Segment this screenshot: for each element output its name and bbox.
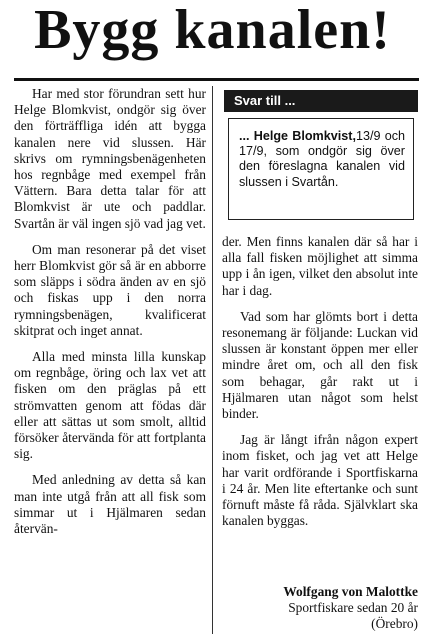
reply-box — [228, 118, 414, 220]
headline-rule — [14, 78, 419, 81]
paragraph: der. Men finns kanalen där så har i alla fall fisken möjlighet att simma upp i ån igen, vilket den absolut inte har i dag. — [222, 234, 418, 298]
signature-name: Wolfgang von Malottke — [283, 584, 418, 599]
article-column-left — [14, 86, 206, 547]
signature — [222, 584, 418, 632]
paragraph: Alla med minsta lilla kunskap om regnbåge, öring och lax vet att fisken om den präglas på ett strömvatten genom att födas där eller att sättas ut som smolt, alltid försöker återvända för att fortplanta sig. — [14, 349, 206, 462]
column-divider — [212, 86, 213, 634]
signature-title: Sportfiskare sedan 20 år — [288, 600, 418, 615]
paragraph: Har med stor förundran sett hur Helge Blomkvist, ondgör sig över den förträffliga idén att bygga kanalen nere vid slussen. Här skrivs om rymningsbenägenheten hos regnbåge med exempel från Vättern. Bara detta talar för att Blomkvist är ute och paddlar. Svartån är väl ingen sjö vad jag vet. — [14, 86, 206, 231]
signature-place: (Örebro) — [371, 616, 418, 631]
reply-prefix: ... — [239, 129, 250, 143]
article-column-right — [222, 234, 418, 539]
reply-header: Svar till ... — [224, 90, 418, 112]
reply-name: Helge Blomkvist, — [253, 129, 356, 143]
paragraph: Med anledning av detta så kan man inte utgå från att all fisk som simmar ut i Hjälmaren sedan återvän- — [14, 472, 206, 537]
paragraph: Jag är långt ifrån någon expert inom fisket, och jag vet att Helge har varit ordförande i Sportfiskarna i 24 år. Men lite eftertanke och sunt förnuft måste få råda. Självklart ska kanalen byggas. — [222, 432, 418, 529]
paragraph: Vad som har glömts bort i detta resonemang är följande: Luckan vid slussen är konstant öppen mer eller mindre året om, och all den fisk som behagar, går rakt ut i Hjälmaren utan något som helst binder. — [222, 308, 418, 422]
headline: Bygg kanalen! — [34, 0, 391, 61]
reply-text: 13/9 och 17/9, som ondgör sig över den föreslagna kanalen vid slussen i Svartån. — [239, 129, 405, 189]
paragraph: Om man resonerar på det viset herr Blomkvist gör så är en abborre som släpps i södra änden av en sjö och fiskas upp i den norra rymningsbenägen, kvalificerat skitprat och inget annat. — [14, 241, 206, 338]
